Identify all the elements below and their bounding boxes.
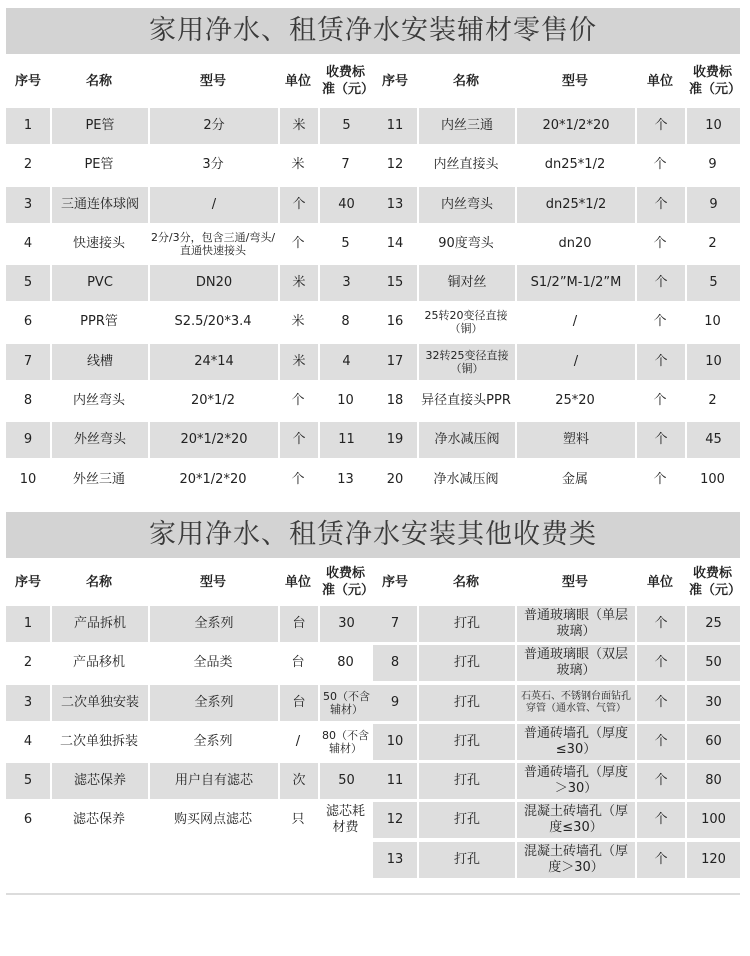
cell-model: 20*1/2 xyxy=(191,393,235,409)
cell-model: / xyxy=(148,187,278,223)
cell-price: 5 xyxy=(318,108,373,144)
cell-name: 打孔 xyxy=(417,763,515,799)
cell-no: 15 xyxy=(373,265,417,301)
cell-unit: 个 xyxy=(291,393,305,409)
cell-price: 50 xyxy=(318,763,373,799)
price-table-services xyxy=(6,512,740,881)
table-body xyxy=(6,108,740,498)
table-row xyxy=(6,645,740,681)
cell-model: 普通玻璃眼（双层玻璃） xyxy=(515,645,635,681)
cell-name: 净水减压阀 xyxy=(433,471,499,487)
cell-no: 6 xyxy=(23,314,33,330)
cell-name: 三通连体球阀 xyxy=(50,187,148,223)
cell-no: 8 xyxy=(23,393,33,409)
cell-no: 11 xyxy=(373,763,417,799)
cell-name: PE管 xyxy=(84,157,114,173)
header-unit: 单位 xyxy=(646,73,673,89)
cell-price: 4 xyxy=(318,344,373,380)
table-row xyxy=(6,108,740,144)
cell-model: DN20 xyxy=(148,265,278,301)
cell-unit: 台 xyxy=(278,685,318,721)
table-row xyxy=(6,685,740,721)
cell-model: 混凝土砖墙孔（厚度≤30） xyxy=(515,802,635,838)
table-row xyxy=(6,462,740,498)
cell-model: 塑料 xyxy=(515,422,635,458)
table-row xyxy=(6,344,740,380)
cell-unit: 个 xyxy=(653,393,667,409)
cell-price: 2 xyxy=(708,393,717,409)
header-name: 名称 xyxy=(85,73,112,89)
header-unit: 单位 xyxy=(284,574,311,590)
cell-name: 打孔 xyxy=(417,724,515,760)
cell-model: S1/2”M-1/2”M xyxy=(515,265,635,301)
cell-unit: 米 xyxy=(278,344,318,380)
cell-price: 13 xyxy=(337,471,354,487)
cell-name: PPR管 xyxy=(80,314,118,330)
cell-model: / xyxy=(515,344,635,380)
cell-no: 12 xyxy=(386,157,404,173)
cell-model: 普通玻璃眼（单层玻璃） xyxy=(515,606,635,642)
cell-unit: 个 xyxy=(635,344,685,380)
cell-no: 1 xyxy=(6,606,50,642)
table-row xyxy=(6,606,740,642)
cell-price: 5 xyxy=(341,235,350,251)
cell-no: 7 xyxy=(6,344,50,380)
header-model: 型号 xyxy=(199,574,226,590)
cell-unit: 米 xyxy=(291,314,305,330)
cell-name: 25转20变径直接（铜） xyxy=(424,309,508,336)
cell-no: 6 xyxy=(23,812,33,828)
table-header xyxy=(6,558,740,606)
cell-unit: 个 xyxy=(653,157,667,173)
cell-unit: 米 xyxy=(278,265,318,301)
cell-name: PVC xyxy=(50,265,148,301)
cell-name: 滤芯保养 xyxy=(50,763,148,799)
bottom-divider xyxy=(6,893,740,895)
cell-model: 24*14 xyxy=(148,344,278,380)
cell-price: 7 xyxy=(341,157,350,173)
header-price: 收费标准（元） xyxy=(322,566,375,598)
table-row xyxy=(6,763,740,799)
cell-no: 16 xyxy=(386,314,404,330)
table-row xyxy=(6,422,740,458)
cell-unit: 个 xyxy=(635,685,685,721)
cell-name: 异径直接头PPR xyxy=(421,393,511,409)
cell-name: 打孔 xyxy=(417,685,515,721)
cell-name: 90度弯头 xyxy=(438,235,494,251)
cell-unit: 个 xyxy=(635,802,685,838)
cell-price: 80 xyxy=(337,655,354,671)
header-model: 型号 xyxy=(561,73,588,89)
cell-name: 铜对丝 xyxy=(417,265,515,301)
cell-unit: 个 xyxy=(635,422,685,458)
header-price: 收费标准（元） xyxy=(322,65,375,97)
header-model: 型号 xyxy=(561,574,588,590)
cell-no: 9 xyxy=(373,685,417,721)
cell-unit: 次 xyxy=(278,763,318,799)
cell-no: 10 xyxy=(19,471,37,487)
cell-name: 打孔 xyxy=(417,606,515,642)
cell-price: 50 xyxy=(685,645,740,681)
cell-unit: 台 xyxy=(291,655,305,671)
cell-model: 金属 xyxy=(561,471,588,487)
cell-model: 混凝土砖墙孔（厚度＞30） xyxy=(515,842,635,878)
header-price: 收费标准（元） xyxy=(689,566,742,598)
cell-price: 11 xyxy=(318,422,373,458)
cell-no: 4 xyxy=(23,235,33,251)
cell-name: 线槽 xyxy=(50,344,148,380)
cell-model: 3分 xyxy=(202,157,224,173)
cell-no: 7 xyxy=(373,606,417,642)
cell-name: 产品移机 xyxy=(72,655,125,671)
section-title: 家用净水、租赁净水安装其他收费类 xyxy=(6,512,740,558)
cell-name: 32转25变径直接（铜） xyxy=(417,344,515,380)
cell-model: dn25*1/2 xyxy=(515,187,635,223)
cell-price: 100 xyxy=(685,802,740,838)
cell-model: 全品类 xyxy=(193,655,233,671)
cell-unit: 米 xyxy=(278,108,318,144)
cell-name: PE管 xyxy=(50,108,148,144)
cell-name: 打孔 xyxy=(417,842,515,878)
cell-name: 二次单独安装 xyxy=(50,685,148,721)
cell-model: 全系列 xyxy=(148,606,278,642)
cell-price: 5 xyxy=(685,265,740,301)
cell-unit: 个 xyxy=(635,265,685,301)
cell-name: 内丝弯头 xyxy=(417,187,515,223)
cell-no: 5 xyxy=(6,265,50,301)
cell-unit: 个 xyxy=(635,842,685,878)
cell-no: 8 xyxy=(373,645,417,681)
header-no: 序号 xyxy=(14,73,41,89)
cell-model: dn25*1/2 xyxy=(544,157,606,173)
cell-no: 3 xyxy=(6,685,50,721)
cell-unit: 个 xyxy=(278,422,318,458)
cell-name: 内丝弯头 xyxy=(72,393,125,409)
cell-unit: 个 xyxy=(653,471,667,487)
cell-unit: 个 xyxy=(291,235,305,251)
header-name: 名称 xyxy=(85,574,112,590)
header-name: 名称 xyxy=(452,574,479,590)
table-row xyxy=(6,842,740,878)
header-unit: 单位 xyxy=(284,73,311,89)
cell-price: 10 xyxy=(704,314,721,330)
cell-model: 2分 xyxy=(148,108,278,144)
cell-model: 25*20 xyxy=(555,393,595,409)
cell-no: 14 xyxy=(386,235,404,251)
cell-price: 滤芯耗材费 xyxy=(325,804,365,836)
cell-unit: 台 xyxy=(278,606,318,642)
cell-name: 外丝弯头 xyxy=(50,422,148,458)
cell-model: / xyxy=(572,314,578,330)
cell-model: 普通砖墙孔（厚度≤30） xyxy=(515,724,635,760)
cell-price: 9 xyxy=(708,157,717,173)
table-row xyxy=(6,265,740,301)
table-row xyxy=(6,304,740,340)
cell-unit: 个 xyxy=(291,471,305,487)
cell-no: 2 xyxy=(23,157,33,173)
cell-unit: 个 xyxy=(635,606,685,642)
cell-no: 12 xyxy=(373,802,417,838)
cell-unit: 只 xyxy=(291,812,305,828)
cell-unit: 个 xyxy=(635,187,685,223)
header-unit: 单位 xyxy=(646,574,673,590)
cell-name: 内丝三通 xyxy=(417,108,515,144)
cell-unit: 个 xyxy=(635,763,685,799)
price-table-materials xyxy=(6,8,740,501)
cell-price: 10 xyxy=(337,393,354,409)
cell-model: 全系列 xyxy=(193,733,233,749)
cell-price: 80（不含辅材） xyxy=(322,728,369,755)
header-no: 序号 xyxy=(14,574,41,590)
cell-no: 17 xyxy=(373,344,417,380)
cell-unit: / xyxy=(295,733,301,749)
cell-price: 10 xyxy=(685,108,740,144)
cell-model: 2分/3分，包含三通/弯头/直通快速接头 xyxy=(150,230,276,257)
cell-model: 普通砖墙孔（厚度＞30） xyxy=(515,763,635,799)
cell-no: 9 xyxy=(6,422,50,458)
cell-no: 3 xyxy=(6,187,50,223)
cell-model: 全系列 xyxy=(148,685,278,721)
cell-unit: 个 xyxy=(635,724,685,760)
cell-name: 二次单独拆装 xyxy=(59,733,138,749)
cell-model: 20*1/2*20 xyxy=(148,422,278,458)
cell-price: 30 xyxy=(685,685,740,721)
table-row xyxy=(6,724,740,760)
cell-price: 30 xyxy=(318,606,373,642)
cell-unit: 个 xyxy=(278,187,318,223)
cell-unit: 个 xyxy=(653,235,667,251)
cell-no: 19 xyxy=(373,422,417,458)
cell-price: 9 xyxy=(685,187,740,223)
cell-model: 用户自有滤芯 xyxy=(148,763,278,799)
header-no: 序号 xyxy=(381,574,408,590)
cell-price: 25 xyxy=(685,606,740,642)
cell-no: 2 xyxy=(23,655,33,671)
header-name: 名称 xyxy=(452,73,479,89)
cell-model: 石英石、不锈钢台面钻孔穿管（通水管、气管） xyxy=(515,685,635,721)
cell-no: 13 xyxy=(373,187,417,223)
cell-price: 40 xyxy=(318,187,373,223)
cell-price: 60 xyxy=(685,724,740,760)
cell-model: dn20 xyxy=(558,235,592,251)
cell-name: 产品拆机 xyxy=(50,606,148,642)
cell-model: 20*1/2*20 xyxy=(179,471,247,487)
cell-name: 打孔 xyxy=(417,802,515,838)
cell-model: 购买网点滤芯 xyxy=(173,812,252,828)
cell-no: 4 xyxy=(23,733,33,749)
cell-price: 80 xyxy=(685,763,740,799)
cell-no: 18 xyxy=(386,393,404,409)
table-row xyxy=(6,187,740,223)
cell-no: 20 xyxy=(386,471,404,487)
section-title: 家用净水、租赁净水安装辅材零售价 xyxy=(6,8,740,54)
header-no: 序号 xyxy=(381,73,408,89)
cell-unit: 个 xyxy=(635,108,685,144)
cell-name: 滤芯保养 xyxy=(72,812,125,828)
cell-price: 120 xyxy=(685,842,740,878)
cell-no: 1 xyxy=(6,108,50,144)
cell-no: 11 xyxy=(373,108,417,144)
cell-name: 外丝三通 xyxy=(72,471,125,487)
header-price: 收费标准（元） xyxy=(689,65,742,97)
cell-model: S2.5/20*3.4 xyxy=(174,314,252,330)
cell-price: 50（不含辅材） xyxy=(318,685,373,721)
table-body xyxy=(6,606,740,878)
cell-unit: 个 xyxy=(635,645,685,681)
table-row xyxy=(6,383,740,419)
cell-name: 打孔 xyxy=(417,645,515,681)
table-header xyxy=(6,54,740,108)
cell-price: 100 xyxy=(700,471,725,487)
cell-model: 20*1/2*20 xyxy=(515,108,635,144)
header-model: 型号 xyxy=(199,73,226,89)
table-row xyxy=(6,147,740,183)
table-row xyxy=(6,802,740,838)
cell-price: 2 xyxy=(708,235,717,251)
cell-name: 快速接头 xyxy=(72,235,125,251)
cell-no: 5 xyxy=(6,763,50,799)
table-row xyxy=(6,226,740,262)
cell-no: 13 xyxy=(373,842,417,878)
cell-unit: 个 xyxy=(653,314,667,330)
cell-price: 8 xyxy=(341,314,350,330)
cell-name: 净水减压阀 xyxy=(417,422,515,458)
cell-price: 10 xyxy=(685,344,740,380)
cell-price: 3 xyxy=(318,265,373,301)
cell-name: 内丝直接头 xyxy=(433,157,499,173)
cell-unit: 米 xyxy=(291,157,305,173)
cell-no: 10 xyxy=(373,724,417,760)
cell-price: 45 xyxy=(685,422,740,458)
